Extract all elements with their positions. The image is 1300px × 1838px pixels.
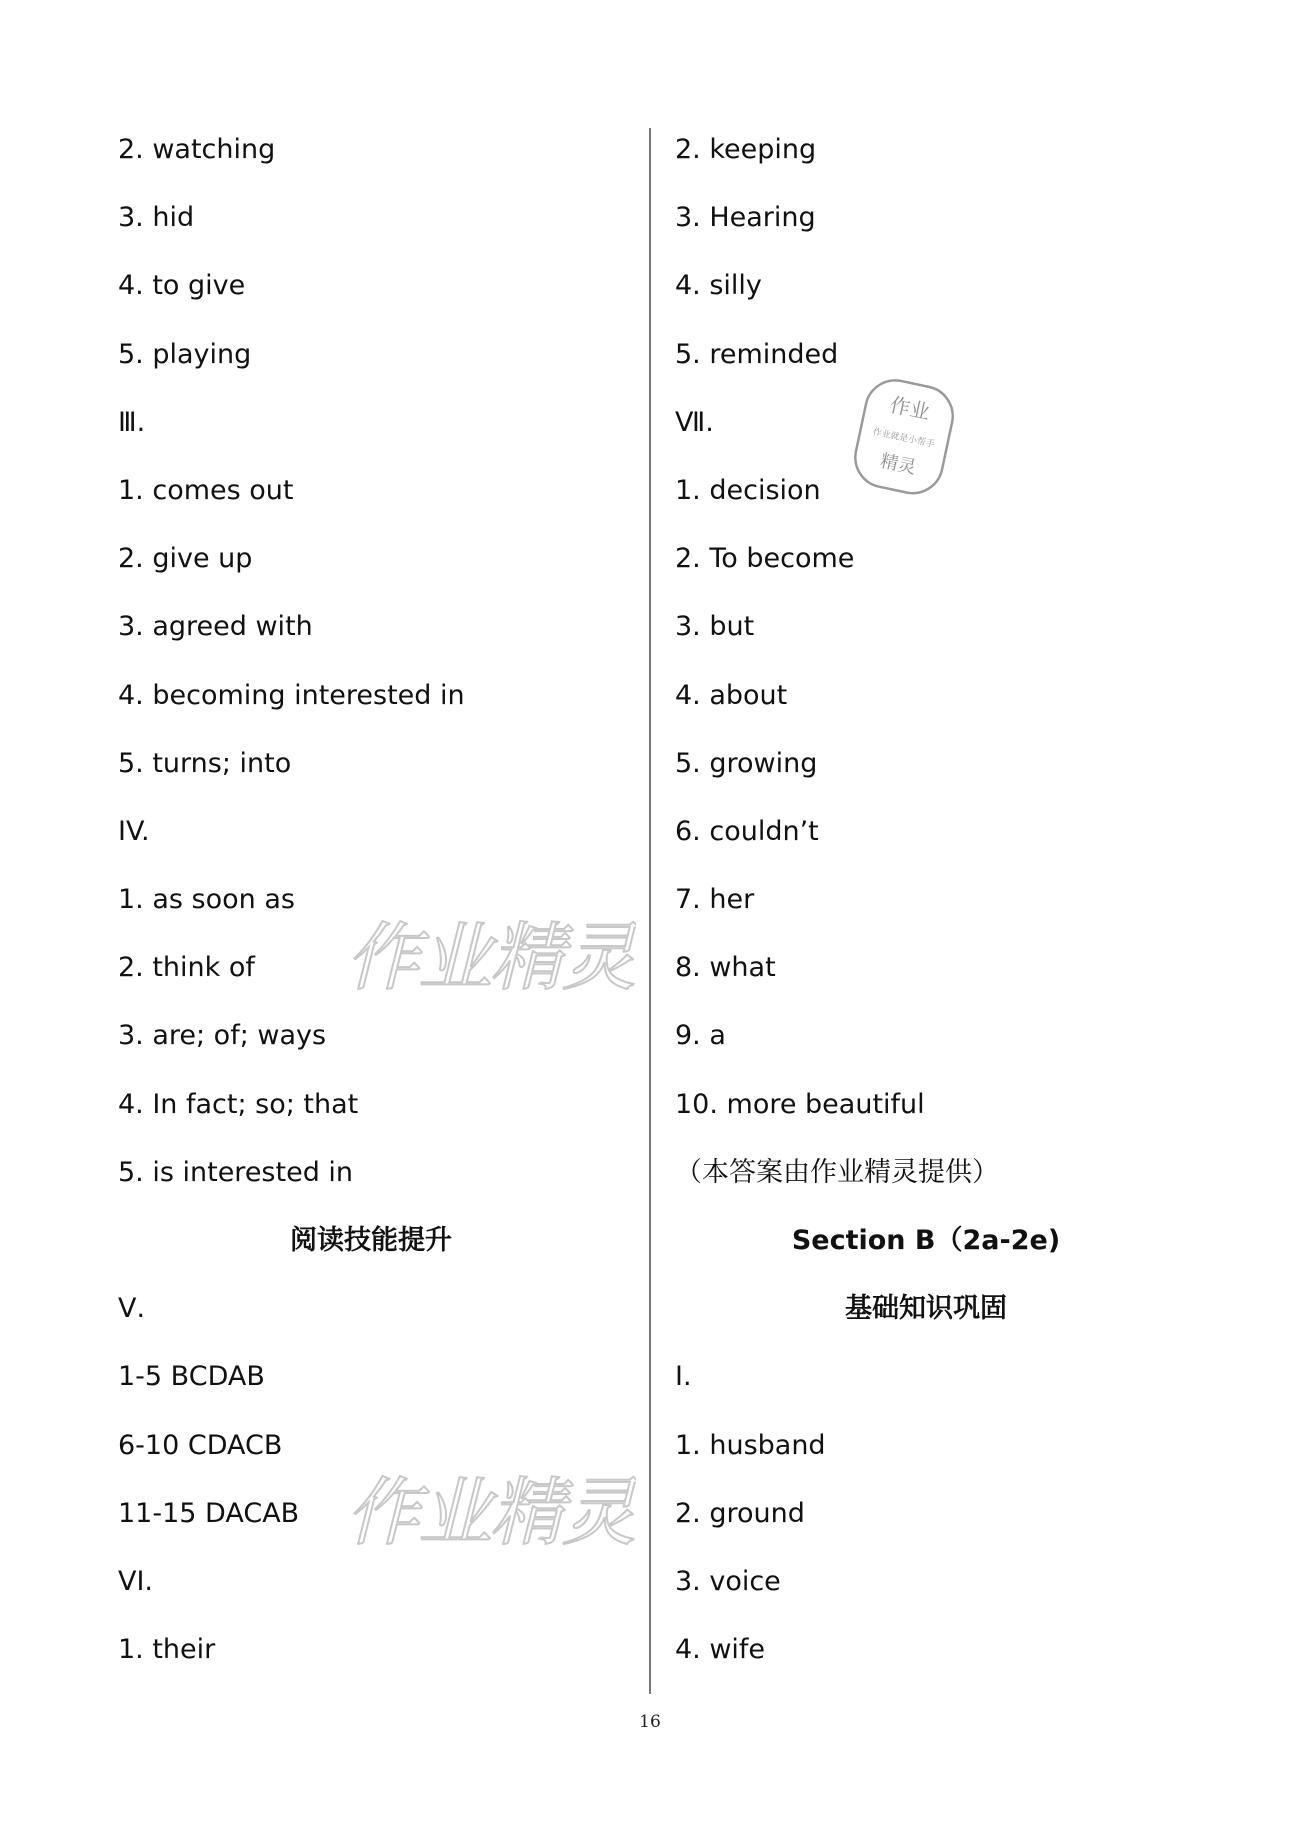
answer-line: 2. ground: [675, 1497, 805, 1529]
question-group-label: Ⅲ.: [118, 406, 146, 438]
answer-line: 2. keeping: [675, 134, 817, 165]
answer-line: 1. comes out: [118, 474, 294, 506]
svg-text:作业就是小帮手: 作业就是小帮手: [871, 427, 936, 451]
answer-line: 4. silly: [675, 270, 762, 302]
answer-line: 1. husband: [675, 1429, 826, 1461]
source-note: （本答案由作业精灵提供）: [675, 1156, 999, 1188]
page-number: 16: [639, 1712, 661, 1732]
watermark-logo: [346, 1460, 636, 1560]
answer-line: 3. voice: [675, 1565, 781, 1597]
answer-line: 7. her: [675, 884, 755, 916]
answer-line: 3. agreed with: [118, 611, 313, 643]
answer-line: 5. growing: [675, 747, 818, 779]
answer-line: 3. but: [675, 611, 755, 643]
answer-line: 2. To become: [675, 543, 855, 575]
answer-line: 4. about: [675, 679, 788, 711]
answer-line: 2. give up: [118, 543, 253, 575]
answer-line: 1. their: [118, 1634, 216, 1666]
answer-line: 5. is interested in: [118, 1156, 354, 1188]
answer-line: 3. are; of; ways: [118, 1020, 327, 1052]
answer-line: 5. turns; into: [118, 747, 292, 779]
answer-line: 4. to give: [118, 270, 246, 302]
question-group-label: Ⅴ.: [118, 1293, 146, 1325]
answer-line: 4. In fact; so; that: [118, 1088, 359, 1120]
answer-line: 3. hid: [118, 202, 195, 234]
answer-line: 10. more beautiful: [675, 1088, 925, 1120]
answer-line: 6. couldn’t: [675, 815, 819, 847]
answer-line: 5. playing: [118, 338, 252, 370]
answer-line: 9. a: [675, 1020, 726, 1052]
question-group-label: Ⅰ.: [675, 1361, 692, 1393]
answer-line: 1. decision: [675, 474, 821, 506]
answer-line: 2. think of: [118, 952, 255, 984]
answer-line: 11-15 DACAB: [118, 1497, 300, 1529]
question-group-label: VI.: [118, 1565, 154, 1597]
answer-line: 3. Hearing: [675, 202, 816, 234]
question-group-label: IV.: [118, 815, 150, 847]
answer-line: 6-10 CDACB: [118, 1429, 283, 1461]
svg-text:作业: 作业: [887, 392, 933, 425]
answer-line: 2. watching: [118, 134, 276, 165]
question-group-label: Ⅶ.: [675, 406, 714, 438]
svg-text:作业精灵: 作业精灵: [346, 915, 634, 1001]
section-heading: 阅读技能提升: [290, 1225, 452, 1256]
svg-text:精灵: 精灵: [878, 450, 918, 479]
answer-line: 8. what: [675, 952, 776, 984]
answer-line: 1-5 BCDAB: [118, 1361, 265, 1393]
right-answer-column: [675, 132, 1195, 1700]
answer-line: 5. reminded: [675, 338, 839, 370]
answer-line: 1. as soon as: [118, 884, 295, 916]
svg-text:作业精灵: 作业精灵: [346, 1470, 634, 1556]
section-heading: 基础知识巩固: [845, 1293, 1007, 1325]
answer-line: 4. becoming interested in: [118, 679, 465, 711]
section-heading: Section B（2a-2e): [791, 1225, 1061, 1256]
column-divider: [649, 128, 651, 1694]
stamp-seal: [850, 375, 960, 500]
answer-line: 4. wife: [675, 1634, 766, 1666]
watermark-logo: [346, 905, 636, 1005]
